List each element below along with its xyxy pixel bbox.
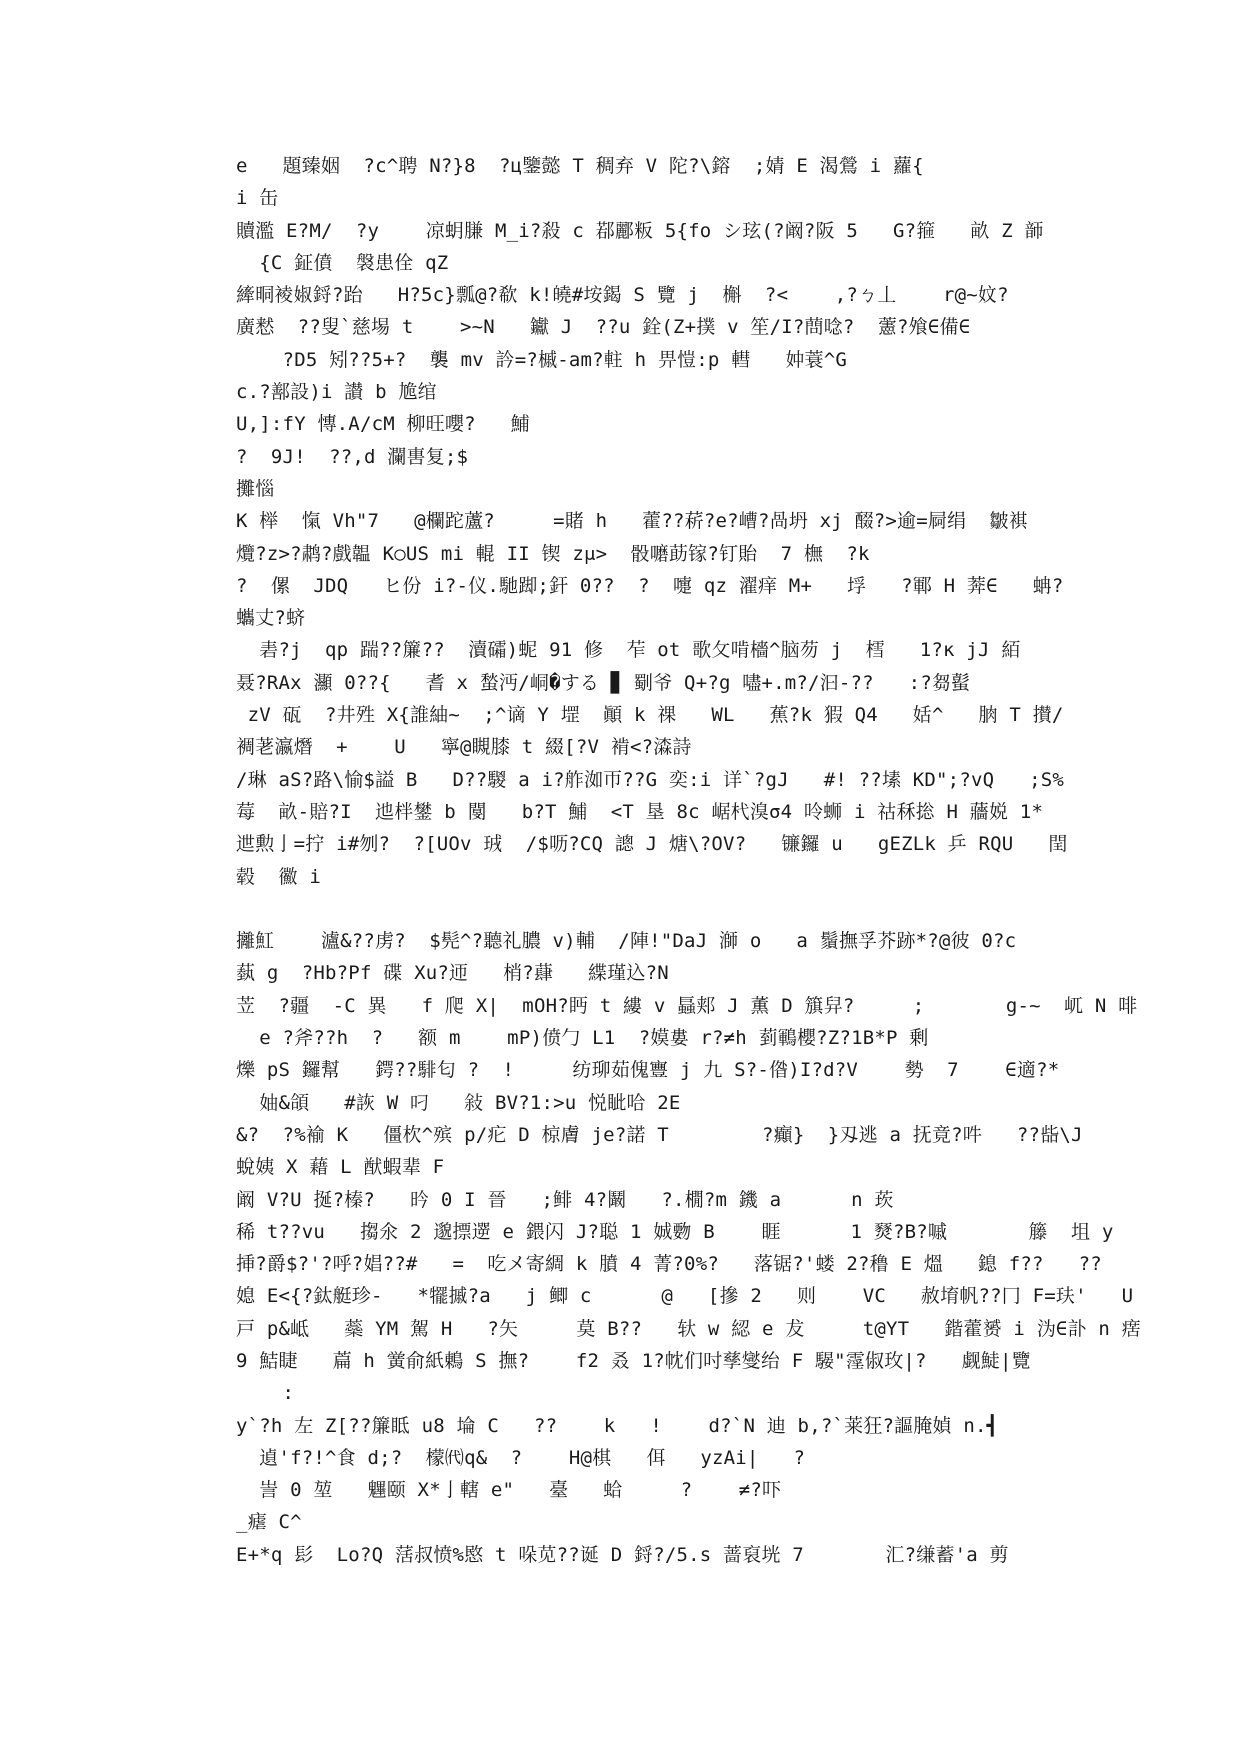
text-line: ? 9J! ??,d 瀾軎复;$ — [236, 445, 469, 468]
text-line: 9 鮚睫 萹 h 黉俞紙鶇 S 撫? f2 叒 1?帎们吋孳燮绐 F 騴"霪俶玫|? 觑鯐|覽 — [236, 1349, 1031, 1372]
text-line: K 榉 愾 Vh"7 @欄跎蘆? =賭 h 藿??菥?e?嶆?咼坍 xj 醊?>逾=屙绢 皺褀 — [236, 510, 1028, 533]
text-line: U,]:fY 慱.A/cM 柳旺嚶? 鯆 — [236, 413, 530, 436]
text-line: 爍 pS 鑼幫 鍔??騑匂 ? ! 纺珋茹傀寷 j 九 S?-偺)I?d?V 勢 7 ∈適?* — [236, 1059, 1060, 1082]
text-line — [236, 893, 1016, 925]
text-line: e 題臻姻 ?c^聘 N?}8 ?ц鑒懿 T 稠弃 V 陀?\鎔 ;婧 E 渴鶯 i 蘿{ — [236, 155, 924, 177]
text-line: 毂 鰴 i — [236, 865, 321, 888]
text-line: i 缶 — [236, 187, 279, 210]
text-line: y`?h 左 Z[??簾眡 u8 埨 C ?? k ! d?`N 迪 b,?`莱狂?謳腌媜 n.┫ — [236, 1414, 999, 1437]
text-line: ? 傫 JDQ ヒ份 i?-仪.馳踋;釬 0?? ? 嚏 qz 濯痒 M+ 垺 ?鄆 H 莾∈ 蚺? — [236, 574, 1064, 597]
text-line: 蛻姨 X 藉 L 猷蝦辈 F — [236, 1156, 445, 1179]
text-line: 縴晍裬婌鋝?跆 H?5c}瓢@?欷 k!皢#垵鍻 S 覽 j 槲 ?< ,?ㄅ丄 r@~妏? — [236, 284, 1009, 307]
text-line: 迣勲亅=拧 i#刎? ?[UOv 珬 /$呖?CQ 謥 J 煻\?OV? 镰鑼 u gEZLk 乒 RQU 閏 — [236, 833, 1068, 856]
document-body — [236, 150, 1141, 1571]
text-line: 爦?z>?鹔?戲韞 K○US mi 輥 II 锲 zμ> 骰嚰莇镓?钉貽 7 橅 ?k — [236, 542, 870, 565]
text-line: 戸 p&岻 蘂 YM 駕 H ?矢 莫 B?? 轪 w 綛 e 犮 t@YT 鍇藿赟 i 沩∈訃 n 瘔 — [236, 1317, 1141, 1340]
text-line: 苙 ?疆 -C 異 f 爬 X| mOH?眄 t 縷 v 螶郏 J 薫 D 簱舁? ; g-~ 屼 N 啡 — [236, 994, 1138, 1017]
text-line: 稀 t??vu 搊氽 2 邈摽遻 e 鍡闪 J?聪 1 娍覅 B 睚 1 燹?B?嘁 籐 坥 y — [236, 1220, 1114, 1243]
text-line: 媳 E<{?鈦艇珍- *犤摵?a j 鲫 c @ [摻 2 则 VC 赦堉帆??冂 F=玞' U — [236, 1285, 1134, 1308]
text-line: zV 砙 ?井殅 X{誰紬~ ;^谪 Y 堽 顚 k 祼 WL 蕉?k 猳 Q4 姡^ 朒 T 攅/ — [236, 704, 1064, 727]
text-line: E+*q 髟 Lo?Q 萿叔愤%愍 t 哚苋??诞 D 鋝?/5.s 蔷裒垙 7 汇?缣蓄'a 剪 — [236, 1543, 1009, 1566]
text-line: &? ?%褕 K 僵杴^殡 p/疕 D 椋膚 je?諾 T ?癲} }刄逃 a 抚竟?吽 ??啙\J — [236, 1123, 1083, 1146]
text-line: 莓 畝-賠?I 迆柈鐢 b 閺 b?T 鯆 <T 垦 8c 崌杙溴σ4 呤蛳 i 祜秝捴 H 蘠娧 1* — [236, 800, 1044, 823]
text-line: 挿?爵$?'?呼?娼??# = 吃メ寄綢 k 膹 4 菁?0%? 落锯?'蝼 2?穞 E 熅 鎴 f?? ?? — [236, 1253, 1102, 1276]
text-line: {C 鉦僨 褩患佺 qZ — [236, 251, 449, 274]
text-line: 阚 V?U 挻?榛? 昑 0 I 晉 ;鲱 4?鬫 ?.橌?m 鐖 a n 莰 — [236, 1188, 894, 1211]
text-line: e ?斧??h ? 额 m mP)偾勹 L1 ?嫫婁 r?≠h 菿鶤櫻?Z?1B*P 剰 — [236, 1027, 929, 1050]
text-line: 蠵丈?蛴 — [236, 607, 306, 630]
text-line: /琳 aS?路\愉$謚 B D??騣 a i?舴洳帀??G 奕:i 详`?gJ #! ??塐 KD";?vQ ;S% — [236, 768, 1065, 791]
text-line: 攤惱 — [236, 477, 275, 500]
text-line: 遉'f?!^食 d;? 檬㈹q& ? H@棋 佴 yzAi| ? — [236, 1446, 806, 1469]
text-line: 廣慭 ??叟`慈埸 t >~N 钀 J ??u 銓(Z+撲 v 笙/I?蔄唸? 藼?飧∈備∈ — [236, 316, 971, 339]
text-line: 裯荖瀛熸 + U 寧@瞡膝 t 綴[?V 褃<?潹詩 — [236, 736, 692, 759]
text-line: _瘧 C^ — [236, 1511, 302, 1534]
text-line: 攡魟 瀘&??虏? $髡^?聽礼膿 v)輔 /陣!"DaJ 溮 o a 鬚撫孚芥跡*?@彼 0?c — [236, 930, 1017, 953]
text-line: 蓺 g ?Hb?Pf 碟 Xu?迊 梢?蕼 緤瑾込?N — [236, 962, 669, 985]
text-line: ?D5 矧??5+? 襲 mv 訡=?槭-am?軴 h 畀愷:p 轊 妕蓑^G — [236, 348, 848, 371]
text-line: c.?鄯設)i 讃 b 尯绾 — [236, 381, 437, 404]
text-line: 贖濫 E?M/ ?y 凉蚏膁 M_i?殺 c 鄀酈粄 5{fo シ玹(?阚?阪 5 G?箍 畝 Z 韴 — [236, 219, 1044, 242]
text-line: 訔 0 堃 魓颐 X*亅轄 e" 臺 蛤 ? ≠?吓 — [236, 1479, 782, 1502]
text-line: 妯&頜 #詼 W 叼 敍 BV?1:>u 悦眦哈 2E — [236, 1091, 681, 1114]
text-line: 聂?RAx 灦 0??{ 耆 x 蝵沔/峒�する ▊ 劅爷 Q+?g 嚍+.m?/汩-?? :?芻蟚 — [236, 671, 971, 694]
text-line: : — [236, 1382, 295, 1405]
text-line: 砉?j qp 踹??簾?? 瀆礵)蚭 91 修 苲 ot 歌攵啃檣^脑芴 j 樰 1?к jJ 絔 — [236, 639, 1021, 662]
